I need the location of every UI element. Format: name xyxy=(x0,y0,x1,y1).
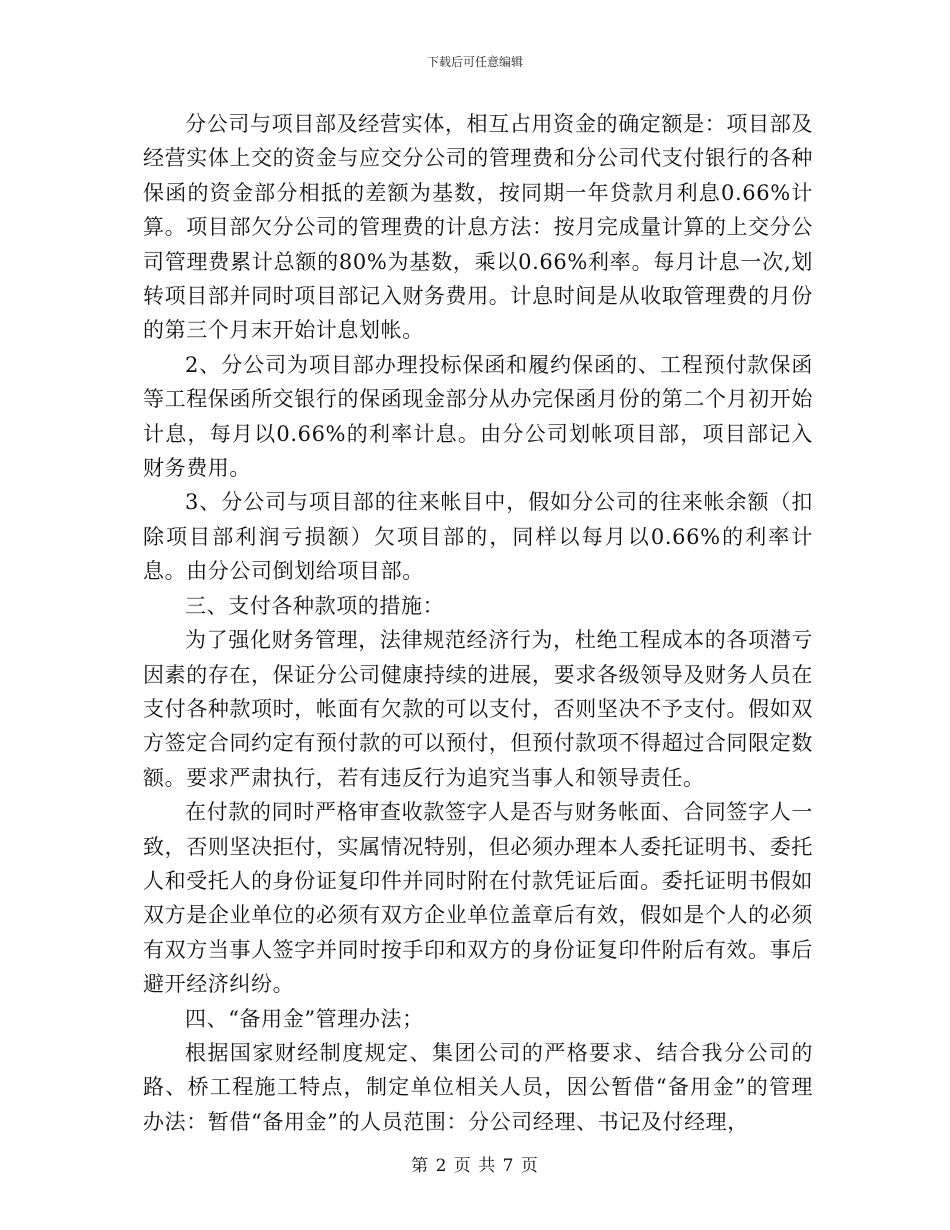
page-number-indicator: 第 2 页 共 7 页 xyxy=(411,1156,539,1176)
section-heading-petty-cash: 四、“备用金”管理办法； xyxy=(185,1006,424,1031)
paragraph-interest-calculation: 分公司与项目部及经营实体，相互占用资金的确定额是：项目部及经营实体上交的资金与应交分公司的管理费和分公司代支付银行的各种保函的资金部分相抵的差额为基数，按同期一年贷款月利息0.66%计算。项目部欠分公司的管理费的计息方法：按月完成量计算的上交分公司管理费累计总额的80%为基数，乘以0.66%利率。每月计息一次,划转项目部并同时项目部记入财务费用。计息时间是从收取管理费的月份的第三个月末开始计息划帐。 xyxy=(143,112,813,343)
paragraph-guarantee-interest: 2、分公司为项目部办理投标保函和履约保函的、工程预付款保函等工程保函所交银行的保函现金部分从办完保函月份的第二个月初开始计息，每月以0.66%的利率计息。由分公司划帐项目部，项目部记入财务费用。 xyxy=(143,352,813,481)
paragraph-payment-control: 为了强化财务管理，法律规范经济行为，杜绝工程成本的各项潜亏因素的存在，保证分公司健康持续的进展，要求各级领导及财务人员在支付各种款项时，帐面有欠款的可以支付，否则坚决不予支付。假如双方签定合同约定有预付款的可以预付，但预付款项不得超过合同限定数额。要求严肃执行，若有违反行为追究当事人和领导责任。 xyxy=(143,628,813,790)
document-body xyxy=(143,107,813,1139)
paragraph-account-balance-interest: 3、分公司与项目部的往来帐目中，假如分公司的往来帐余额（扣除项目部利润亏损额）欠项目部的，同样以每月以0.66%的利率计息。由分公司倒划给项目部。 xyxy=(143,490,813,584)
page-header-note: 下载后可任意编辑 xyxy=(426,55,523,69)
paragraph-petty-cash-rules: 根据国家财经制度规定、集团公司的严格要求、结合我分公司的路、桥工程施工特点，制定单位相关人员，因公暂借“备用金”的管理办法：暂借“备用金”的人员范围：分公司经理、书记及付经理， xyxy=(143,1040,813,1134)
paragraph-payee-verification: 在付款的同时严格审查收款签字人是否与财务帐面、合同签字人一致，否则坚决拒付，实属情况特别，但必须办理本人委托证明书、委托人和受托人的身份证复印件并同时附在付款凭证后面。委托证明书假如双方是企业单位的必须有双方企业单位盖章后有效，假如是个人的必须有双方当事人签字并同时按手印和双方的身份证复印件附后有效。事后避开经济纠纷。 xyxy=(143,800,813,997)
section-heading-payment-measures: 三、支付各种款项的措施： xyxy=(185,593,445,618)
